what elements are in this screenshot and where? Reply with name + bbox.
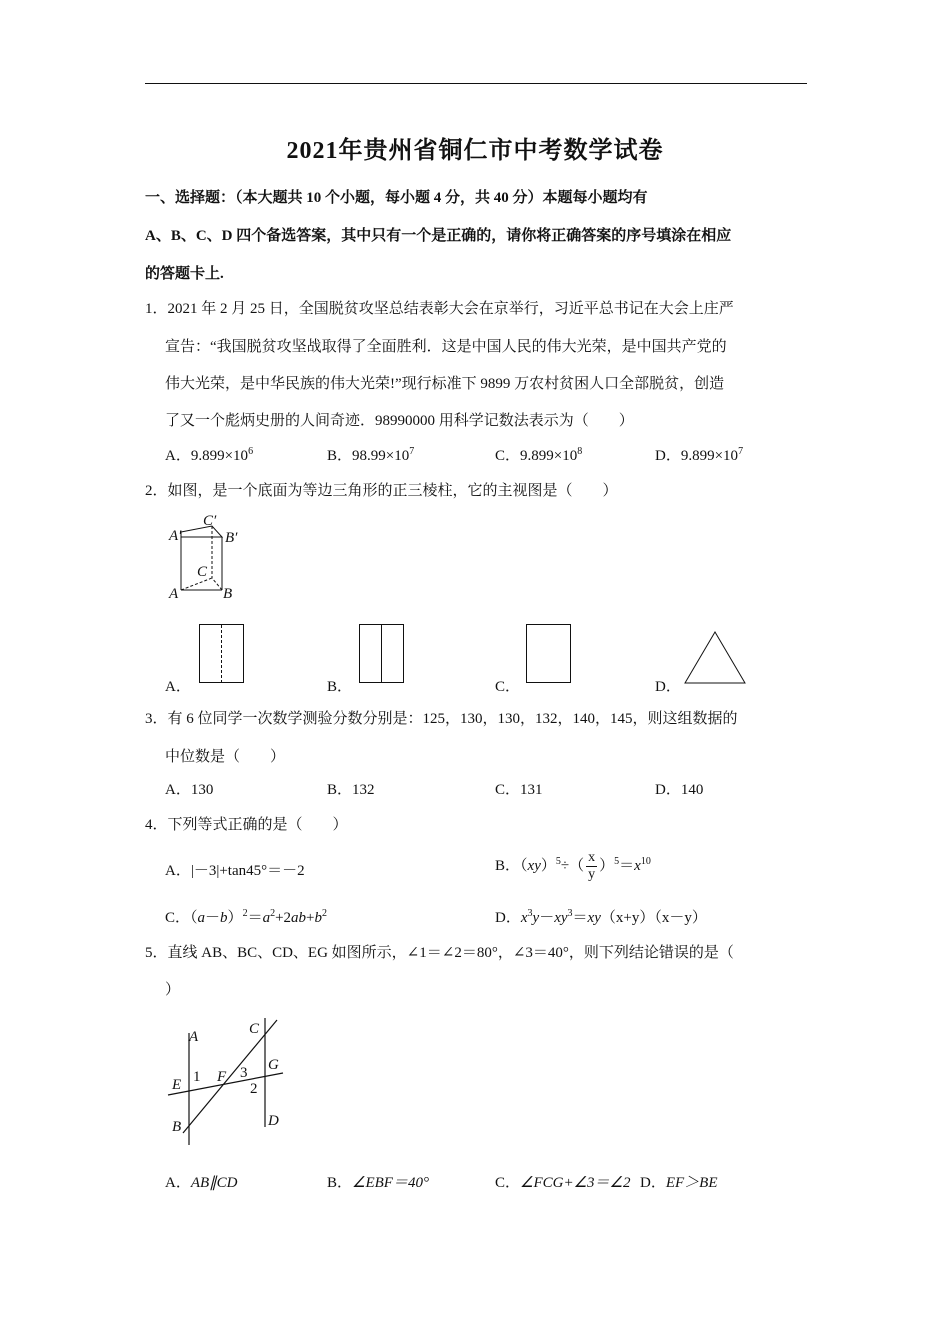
label-b-prime: B′ bbox=[225, 530, 238, 546]
label-line-a: A bbox=[189, 1029, 199, 1045]
q2-option-c-label[interactable]: C． bbox=[495, 679, 521, 695]
section-heading-line-3: 的答题卡上. bbox=[145, 266, 224, 282]
q1-line-4: 了又一个彪炳史册的人间奇迹．98990000 用科学记数法表示为（ ） bbox=[165, 413, 634, 429]
label-line-e: E bbox=[172, 1077, 182, 1093]
q2-text: 2．如图，是一个底面为等边三角形的正三棱柱，它的主视图是（ ） bbox=[145, 483, 618, 499]
q3-option-b[interactable]: B．132 bbox=[327, 782, 375, 798]
q2-option-b-label[interactable]: B． bbox=[327, 679, 353, 695]
q2-option-a-figure[interactable] bbox=[199, 624, 245, 684]
q5-option-d[interactable]: D．EF＞BE bbox=[640, 1175, 718, 1191]
q4-option-a[interactable]: A．|－3|+tan45°＝－2 bbox=[165, 863, 305, 879]
q5-line-2: ） bbox=[165, 982, 181, 998]
section-heading-line-1: 一、选择题：（本大题共 10 个小题，每小题 4 分，共 40 分）本题每小题均有 bbox=[145, 190, 648, 206]
q3-option-d[interactable]: D．140 bbox=[655, 782, 704, 798]
label-line-g: G bbox=[268, 1057, 279, 1073]
label-b: B bbox=[223, 586, 233, 602]
label-c-prime: C′ bbox=[203, 513, 217, 529]
q3-option-c[interactable]: C．131 bbox=[495, 782, 543, 798]
q4-text: 4．下列等式正确的是（ ） bbox=[145, 817, 348, 833]
q5-option-b[interactable]: B．∠EBF＝40° bbox=[327, 1175, 429, 1191]
label-a: A bbox=[169, 586, 179, 602]
lines-figure bbox=[165, 1015, 290, 1145]
q2-option-c-figure[interactable] bbox=[526, 624, 572, 684]
label-angle-2: 2 bbox=[250, 1081, 258, 1097]
q5-option-c[interactable]: C．∠FCG+∠3＝∠2 bbox=[495, 1175, 631, 1191]
q1-option-a[interactable]: A．$9.899\times 10^6$ bbox=[165, 446, 254, 464]
label-angle-3: 3 bbox=[240, 1065, 248, 1081]
q2-option-b-figure[interactable] bbox=[359, 624, 405, 684]
label-a-prime: A′ bbox=[169, 528, 182, 544]
section-heading-line-2: A、B、C、D 四个备选答案，其中只有一个是正确的，请你将正确答案的序号填涂在相应 bbox=[145, 228, 732, 244]
fraction-x-over-y: $\frac{x}{y}$ bbox=[588, 850, 596, 882]
label-line-b: B bbox=[172, 1119, 182, 1135]
q4-option-c[interactable]: C．$(a-b)^2=a^2+2ab+b^2$ bbox=[165, 908, 328, 926]
q1-line-1: 1．2021 年 2 月 25 日，全国脱贫攻坚总结表彰大会在京举行，习近平总书记在大会上庄严 bbox=[145, 301, 734, 317]
q1-option-c[interactable]: C．$9.899\times 10^8$ bbox=[495, 446, 583, 464]
q3-option-a[interactable]: A．130 bbox=[165, 782, 214, 798]
q3-line-1: 3．有 6 位同学一次数学测验分数分别是：125，130，130，132，140，145，则这组数据的 bbox=[145, 711, 738, 727]
label-line-d: D bbox=[268, 1113, 279, 1129]
q3-line-2: 中位数是（ ） bbox=[165, 749, 286, 765]
label-line-c: C bbox=[249, 1021, 260, 1037]
q1-option-b[interactable]: B．$98.99\times 10^7$ bbox=[327, 446, 415, 464]
q2-option-a-label[interactable]: A． bbox=[165, 679, 191, 695]
q4-option-b[interactable]: B．（xy）$^5$÷（ $\frac{x}{y}$ ）$^5=x^{10}$ bbox=[495, 850, 651, 882]
q1-line-3: 伟大光荣，是中华民族的伟大光荣!”现行标准下 9899 万农村贫困人口全部脱贫，创造 bbox=[165, 376, 725, 392]
q1-line-2: 宣告：“我国脱贫攻坚战取得了全面胜利．这是中国人民的伟大光荣，是中国共产党的 bbox=[165, 339, 727, 355]
q1-option-d[interactable]: D．$9.899\times 10^7$ bbox=[655, 446, 744, 464]
header-rule bbox=[145, 83, 807, 84]
prism-figure bbox=[165, 510, 255, 605]
q2-option-d-figure[interactable] bbox=[684, 630, 748, 686]
label-line-f: F bbox=[217, 1069, 227, 1085]
label-c: C bbox=[197, 564, 208, 580]
q5-line-1: 5．直线 AB、BC、CD、EG 如图所示，∠1＝∠2＝80°，∠3＝40°，则下列结论错误的是（ bbox=[145, 945, 734, 961]
q4-option-d[interactable]: D．$x^3y-xy^3=xy(x+y)(x-y)$ bbox=[495, 908, 707, 926]
label-angle-1: 1 bbox=[193, 1069, 201, 1085]
q5-option-a[interactable]: A．AB∥CD bbox=[165, 1175, 238, 1191]
q2-option-d-label[interactable]: D． bbox=[655, 679, 681, 695]
page-title: 2021年贵州省铜仁市中考数学试卷 bbox=[286, 138, 664, 164]
